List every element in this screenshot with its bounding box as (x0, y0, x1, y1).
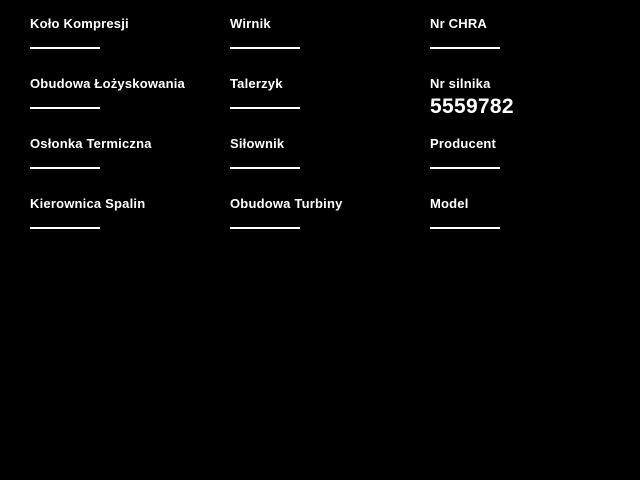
field-label-wirnik: Wirnik (230, 16, 271, 31)
field-kierownica-spalin (30, 197, 220, 257)
field-label-kierownica-spalin: Kierownica Spalin (30, 196, 146, 211)
field-input-producent[interactable] (430, 167, 500, 169)
field-input-model[interactable] (430, 227, 500, 229)
field-label-talerzyk: Talerzyk (230, 76, 283, 91)
field-silownik (230, 137, 420, 197)
field-input-silownik[interactable] (230, 167, 300, 169)
field-nr-silnika (430, 77, 620, 137)
field-input-obudowa-turbiny[interactable] (230, 227, 300, 229)
field-wirnik (230, 17, 420, 77)
field-input-nr-chra[interactable] (430, 47, 500, 49)
field-label-obudowa-lozyskowania: Obudowa Łożyskowania (30, 76, 185, 91)
field-label-nr-chra: Nr CHRA (430, 16, 488, 31)
form-column-2 (230, 17, 420, 257)
field-input-talerzyk[interactable] (230, 107, 300, 109)
field-label-producent: Producent (430, 136, 497, 151)
field-obudowa-lozyskowania (30, 77, 220, 137)
field-input-wirnik[interactable] (230, 47, 300, 49)
field-oslonka-termiczna (30, 137, 220, 197)
field-label-nr-silnika: Nr silnika (430, 76, 491, 91)
field-model (430, 197, 620, 257)
field-talerzyk (230, 77, 420, 137)
field-obudowa-turbiny (230, 197, 420, 257)
field-label-model: Model (430, 196, 469, 211)
field-input-kierownica-spalin[interactable] (30, 227, 100, 229)
field-label-silownik: Siłownik (230, 136, 285, 151)
field-kolo-kompresji (30, 17, 220, 77)
field-nr-chra (430, 17, 620, 77)
field-input-kolo-kompresji[interactable] (30, 47, 100, 49)
field-producent (430, 137, 620, 197)
field-label-obudowa-turbiny: Obudowa Turbiny (230, 196, 343, 211)
field-input-oslonka-termiczna[interactable] (30, 167, 100, 169)
field-value-nr-silnika[interactable]: 5559782 (430, 95, 514, 118)
field-label-oslonka-termiczna: Osłonka Termiczna (30, 136, 152, 151)
field-input-obudowa-lozyskowania[interactable] (30, 107, 100, 109)
field-label-kolo-kompresji: Koło Kompresji (30, 16, 129, 31)
form-column-3 (430, 17, 620, 257)
form-column-1 (30, 17, 220, 257)
